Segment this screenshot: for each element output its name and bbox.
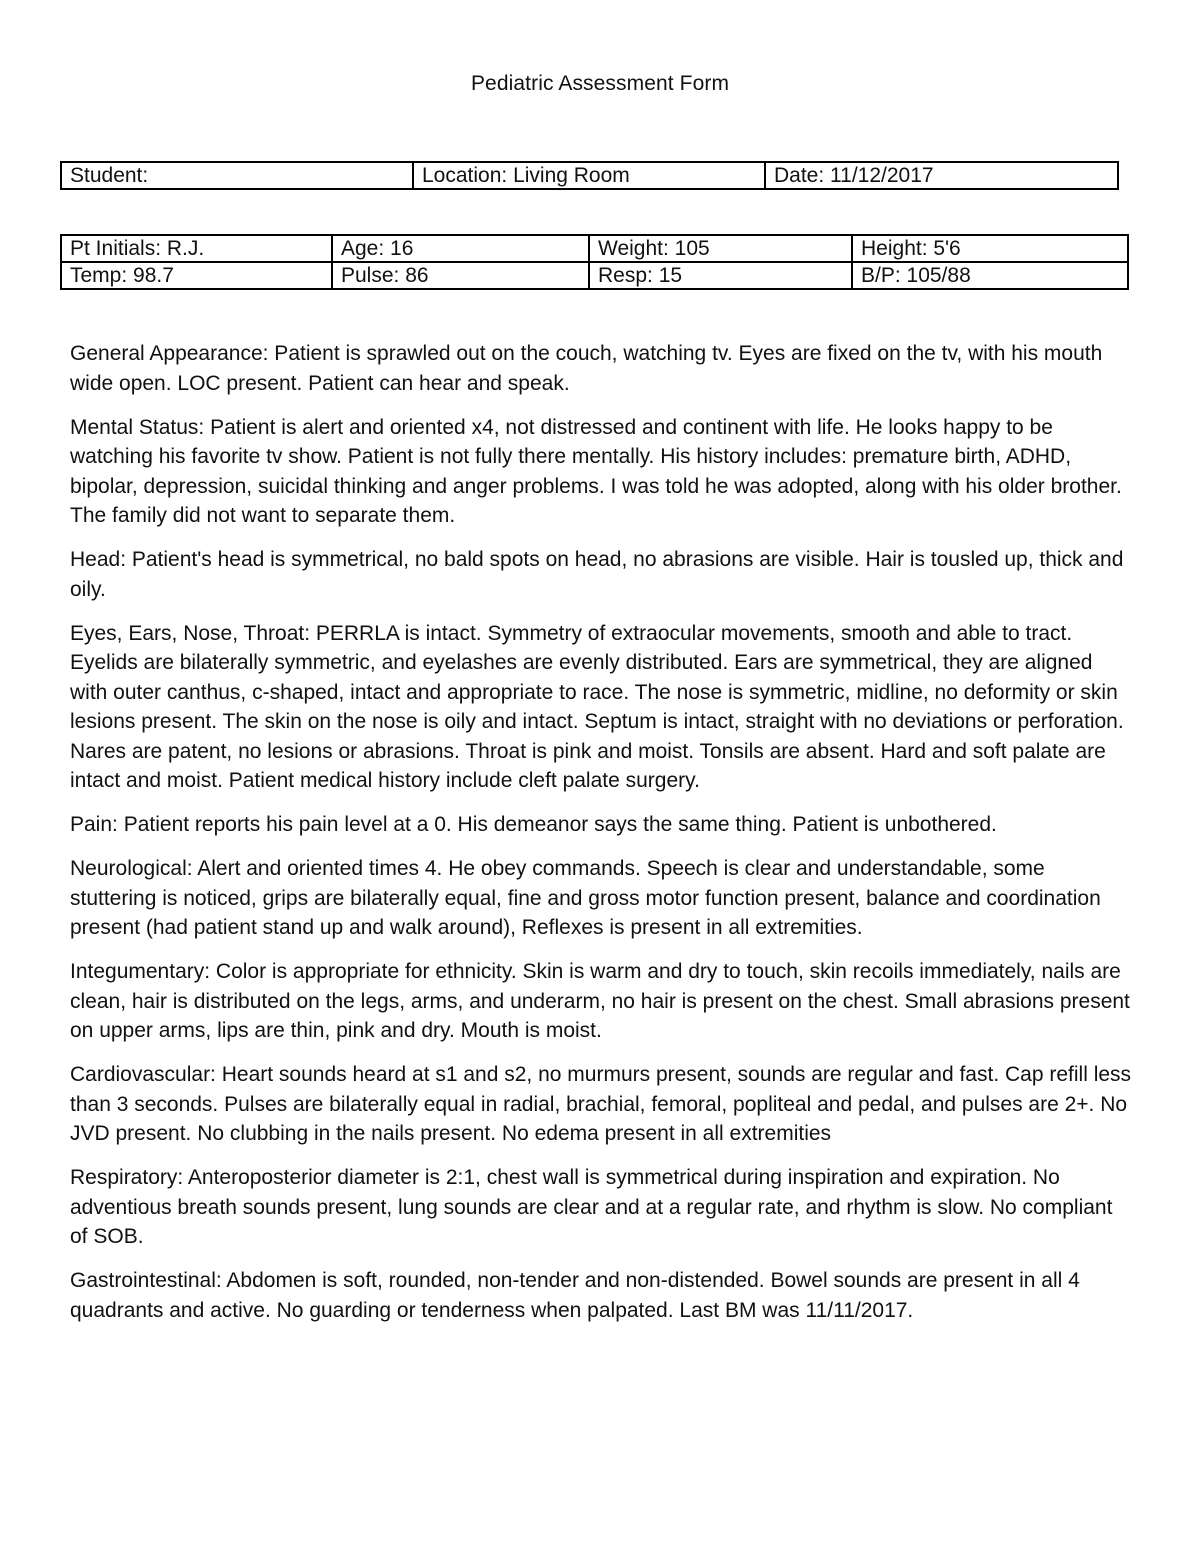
head-paragraph: Head: Patient's head is symmetrical, no bald spots on head, no abrasions are visible. Hair is tousled up, thick and oily.: [70, 548, 1124, 601]
page-title: Pediatric Assessment Form: [470, 72, 730, 95]
weight-cell: Weight: 105: [589, 235, 852, 262]
initials-cell: Pt Initials: R.J.: [61, 235, 332, 262]
location-cell: Location: Living Room: [413, 162, 765, 189]
respiratory-paragraph: Respiratory: Anteroposterior diameter is 2:1, chest wall is symmetrical during inspiration and expiration. No adventious breath sounds present, lung sounds are clear and at a regular rate, and rhythm is slow. No compliant of SOB.: [70, 1166, 1113, 1248]
pain-paragraph: Pain: Patient reports his pain level at a 0. His demeanor says the same thing. Patient is unbothered.: [70, 813, 997, 836]
general-appearance-paragraph: General Appearance: Patient is sprawled out on the couch, watching tv. Eyes are fixed on the tv, with his mouth wide open. LOC present. Patient can hear and speak.: [70, 342, 1103, 395]
date-cell: Date: 11/12/2017: [765, 162, 1118, 189]
vitals-table: [60, 234, 1129, 290]
neurological-paragraph: Neurological: Alert and oriented times 4. He obey commands. Speech is clear and understandable, some stuttering is noticed, grips are bilaterally equal, fine and gross motor function present, balance and coordination present (had patient stand up and walk around), Reflexes is present in all extremities.: [70, 857, 1101, 939]
cardiovascular-paragraph: Cardiovascular: Heart sounds heard at s1 and s2, no murmurs present, sounds are regular and fast. Cap refill less than 3 seconds. Pulses are bilaterally equal in radial, brachial, femoral, popliteal and pedal, and pulses are 2+. No JVD present. No clubbing in the nails present. No edema present in all extremities: [70, 1063, 1132, 1145]
pulse-cell: Pulse: 86: [332, 262, 589, 289]
age-cell: Age: 16: [332, 235, 589, 262]
resp-cell: Resp: 15: [589, 262, 852, 289]
gastrointestinal-paragraph: Gastrointestinal: Abdomen is soft, rounded, non-tender and non-distended. Bowel sounds are present in all 4 quadrants and active. No guarding or tenderness when palpated. Last BM was 11/11/2017.: [70, 1269, 1080, 1322]
student-cell: Student:: [61, 162, 413, 189]
header-table: [60, 161, 1119, 190]
temp-cell: Temp: 98.7: [61, 262, 332, 289]
header-row: [61, 162, 1118, 189]
eent-paragraph: Eyes, Ears, Nose, Throat: PERRLA is intact. Symmetry of extraocular movements, smooth and able to tract. Eyelids are bilaterally symmetric, and eyelashes are evenly distributed. Ears are symmetrical, they are aligned with outer canthus, c-shaped, intact and appropriate to race. The nose is symmetric, midline, no deformity or skin lesions present. The skin on the nose is oily and intact. Septum is intact, straight with no deviations or perforation. Nares are patent, no lesions or abrasions. Throat is pink and moist. Tonsils are absent. Hard and soft palate are intact and moist. Patient medical history include cleft palate surgery.: [70, 621, 1124, 792]
assessment-sections: [70, 339, 1132, 1340]
vitals-row: [61, 262, 1128, 289]
vitals-row: [61, 235, 1128, 262]
integumentary-paragraph: Integumentary: Color is appropriate for ethnicity. Skin is warm and dry to touch, skin recoils immediately, nails are clean, hair is distributed on the legs, arms, and underarm, no hair is present on the chest. Small abrasions present on upper arms, lips are thin, pink and dry. Mouth is moist.: [70, 960, 1130, 1042]
mental-status-paragraph: Mental Status: Patient is alert and oriented x4, not distressed and continent with life. He looks happy to be watching his favorite tv show. Patient is not fully there mentally. His history includes: premature birth, ADHD, bipolar, depression, suicidal thinking and anger problems. I was told he was adopted, along with his older brother. The family did not want to separate them.: [70, 415, 1122, 527]
height-cell: Height: 5'6: [852, 235, 1128, 262]
bp-cell: B/P: 105/88: [852, 262, 1128, 289]
